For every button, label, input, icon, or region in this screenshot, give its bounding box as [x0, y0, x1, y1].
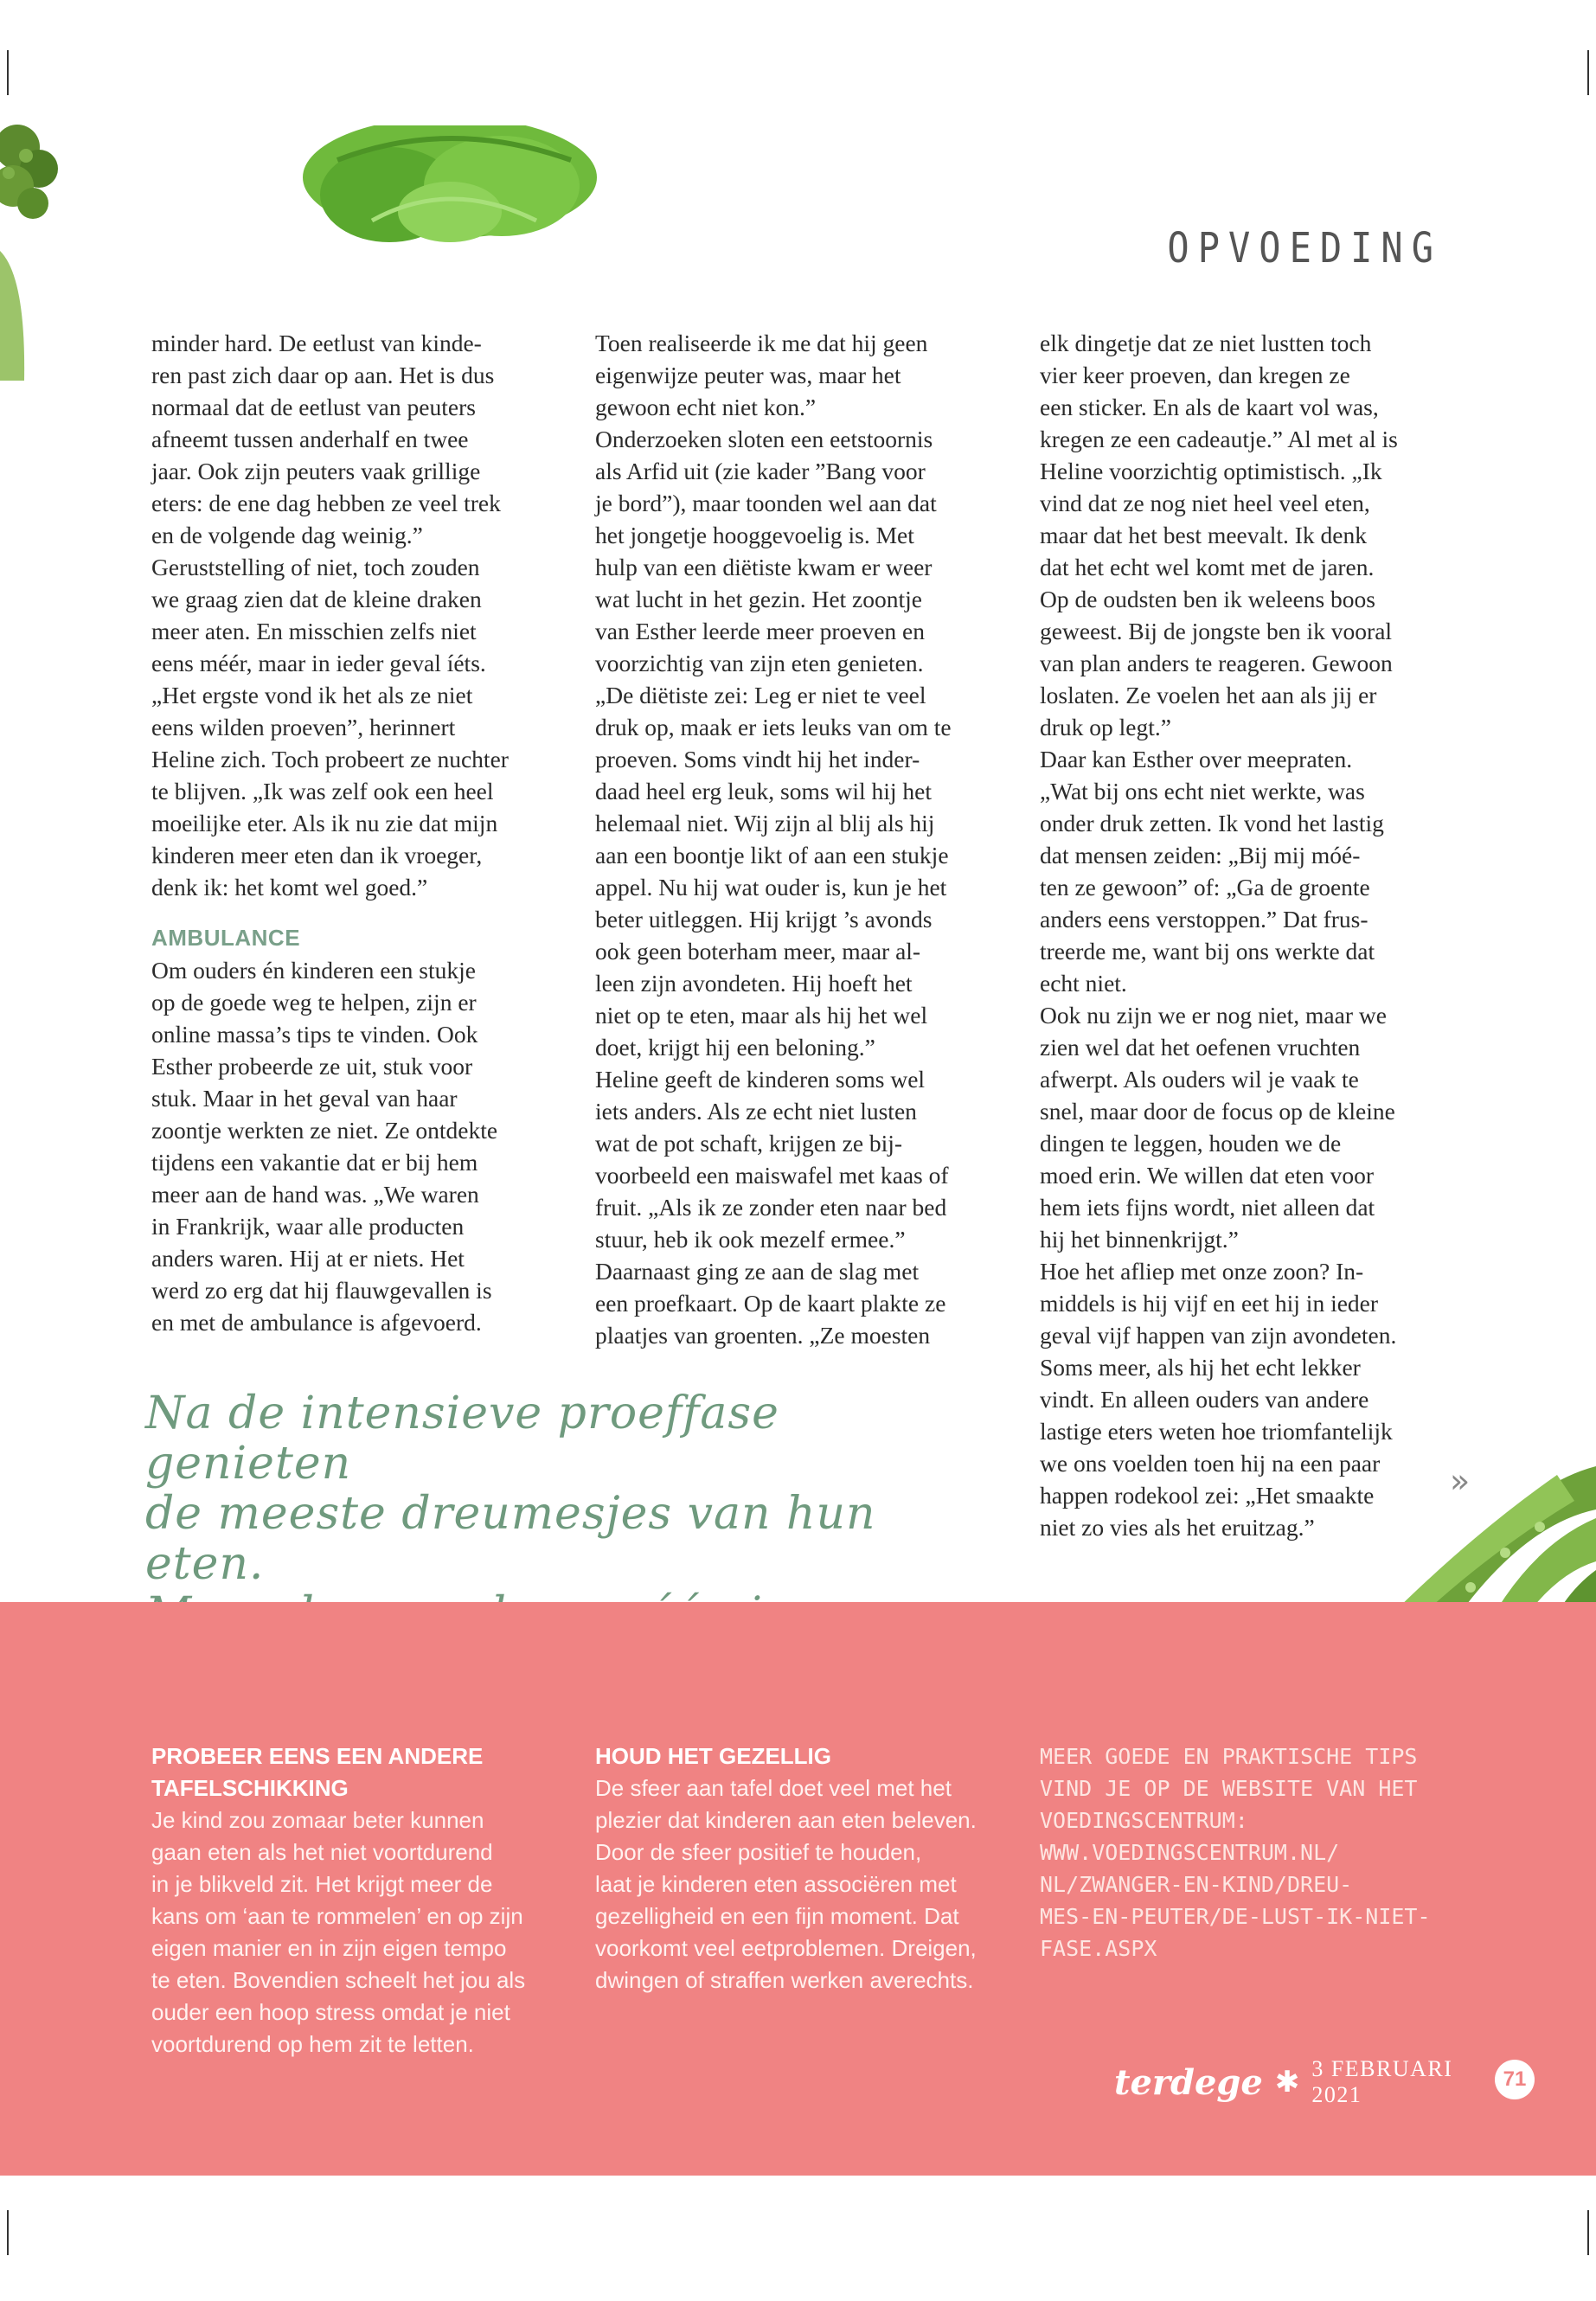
tip-1-body: Je kind zou zomaar beter kunnen gaan eten als het niet voortdurend in je blikveld zit. Het krijgt meer de kans om ‘aan te rommelen’ en op zijn eigen manier en in zijn eigen tempo te eten. Bovendien scheelt het jou als ouder een hoop stress omdat je niet voortdurend op hem zit te letten. [151, 1807, 526, 2057]
article-column-3 [1040, 327, 1472, 1543]
page-footer [1114, 2056, 1529, 2107]
crop-mark-top-right [1587, 50, 1589, 95]
article-column-1 [151, 327, 584, 1338]
article-column-2 [595, 327, 1028, 1351]
tip-2-heading: HOUD HET GEZELLIG [595, 1743, 831, 1769]
pull-quote-text: Na de intensieve proeffase genieten de meeste dreumesjes van hun eten. [145, 1388, 876, 1590]
column1-paragraph-2: Om ouders én kinderen een stukje op de goede weg te helpen, zijn er online massa’s tips te vinden. Ook Esther probeerde ze uit, stuk voor stuk. Maar in het geval van haar zoontje werkten ze niet. Ze ontdekte tijdens een vakantie dat er bij hem meer aan de hand was. „We waren in Frankrijk, waar alle producten anders waren. Hij at er niets. Het werd zo erg dat hij flauwgevallen is en met de ambulance is afgevoerd. [151, 957, 498, 1336]
website-tip-text: MEER GOEDE EN PRAKTISCHE TIPS VIND JE OP DE WEBSITE VAN HET VOEDINGSCENTRUM: WWW.VOEDINGSCENTRUM.NL/ NL/ZWANGER-EN-KIND/DREU- MES-EN-PEUTER/DE-LUST-IK-NIET- FASE.ASPX [1040, 1744, 1431, 1961]
tip-box-1 [151, 1740, 558, 2061]
column3-paragraph-1: elk dingetje dat ze niet lustten toch vier keer proeven, dan kregen ze een sticker. En als de kaart vol was, kregen ze een cadeautje.” Al met al is Heline voorzichtig optimistisch. „Ik vind dat ze nog niet heel veel eten, maar dat het best meevalt. Ik denk dat het echt wel komt met de jaren. Op de oudsten ben ik weleens boos geweest. Bij de jongste ben ik vooral van plan anders te reageren. Gewoon loslaten. Ze voelen het aan als jij er druk op legt.” Daar kan Esther over meepraten. „Wat bij ons echt niet werkte, was onder druk zetten. Ik vond het lastig dat mensen zeiden: „Bij mij móé- ten ze gewoon” of: „Ga de groente anders eens verstoppen.” Dat frus- treerde me, want bij ons werkte dat echt niet. Ook nu zijn we er nog niet, maar we zien wel dat het oefenen vruchten afwerpt. Als ouders wil je vaak te snel, maar door de focus op de kleine dingen te leggen, houden we de moed erin. We willen dat eten voor hem iets fijns wordt, niet alleen dat hij het binnenkrijgt.” Hoe het afliep met onze zoon? In- middels is hij vijf en eet hij in ieder geval vijf happen van zijn avondeten. Soms meer, als hij het echt lekker vindt. En alleen ouders van andere lastige eters weten hoe triomfantelijk we ons voelden toen hij na een paar happen rodekool zei: „Het smaakte niet zo vies als het eruitzag.” [1040, 330, 1398, 1541]
lettuce-icon [285, 125, 614, 255]
website-tip-box [1040, 1740, 1472, 1965]
section-label: OPVOEDING [1167, 223, 1442, 272]
tip-box-2 [595, 1740, 1002, 1997]
column2-paragraph-1: Toen realiseerde ik me dat hij geen eigenwijze peuter was, maar het gewoon echt niet kon.” Onderzoeken sloten een eetstoornis als Arfid uit (zie kader ”Bang voor je bord”), maar toonden wel aan dat het jongetje hooggevoelig is. Met hulp van een diëtiste kwam er weer wat lucht in het gezin. Het zoontje van Esther leerde meer proeven en voorzichtig van zijn eten genieten. „De diëtiste zei: Leg er niet te veel druk op, maak er iets leuks van om te proeven. Soms vindt hij het inder- daad heel erg leuk, soms wil hij het helemaal niet. Wij zijn al blij als hij aan een boontje likt of aan een stukje appel. Nu hij wat ouder is, kun je het beter uitleggen. Hij krijgt ’s avonds ook geen boterham meer, maar al- leen zijn avondeten. Hij hoeft het niet op te eten, maar als hij het wel doet, krijgt hij een beloning.” Heline geeft de kinderen soms wel iets anders. Als ze echt niet lusten wat de pot schaft, krijgen ze bij- voorbeeld een maiswafel met kaas of fruit. „Als ik ze zonder eten naar bed stuur, heb ik ook mezelf ermee.” Daarnaast ging ze aan de slag met een proefkaart. Op de kaart plakte ze plaatjes van groenten. „Ze moesten [595, 330, 952, 1349]
column1-paragraph-1: minder hard. De eetlust van kinde- ren past zich daar op aan. Het is dus normaal dat de eetlust van peuters afneemt tussen anderhalf en twee jaar. Ook zijn peuters vaak grillige eters: de ene dag hebben ze veel trek en de volgende dag weinig.” Geruststelling of niet, toch zouden we graag zien dat de kleine draken meer aten. En misschien zelfs niet eens méér, maar in ieder geval íéts. „Het ergste vond ik het als ze niet eens wilden proeven”, herinnert Heline zich. Toch probeert ze nuchter te blijven. „Ik was zelf ook een heel moeilijke eter. Als ik nu zie dat mijn kinderen meer eten dan ik vroeger, denk ik: het komt wel goed.” [151, 330, 509, 901]
tip-2-body: De sfeer aan tafel doet veel met het plezier dat kinderen aan eten beleven. Door de sfeer positief te houden, laat je kinderen eten associëren met gezelligheid en een fijn moment. Dat voorkomt veel eetproblemen. Dreigen, dwingen of straffen werken averechts. [595, 1775, 977, 1993]
broccoli-icon [0, 121, 69, 381]
magazine-brand: terdege [1114, 2061, 1263, 2103]
continue-arrow-icon: » [1450, 1462, 1471, 1500]
tip-1-heading: PROBEER EENS EEN ANDERE TAFELSCHIKKING [151, 1743, 484, 1801]
crop-mark-top-left [7, 50, 9, 95]
subheading-ambulance: AMBULANCE [151, 925, 301, 951]
crop-mark-bottom-left [7, 2210, 9, 2255]
crop-mark-bottom-right [1587, 2210, 1589, 2255]
issue-date: 3 FEBRUARI 2021 [1311, 2056, 1453, 2107]
separator-star-icon: ✱ [1274, 2065, 1300, 2099]
page-number: 71 [1495, 2060, 1535, 2099]
